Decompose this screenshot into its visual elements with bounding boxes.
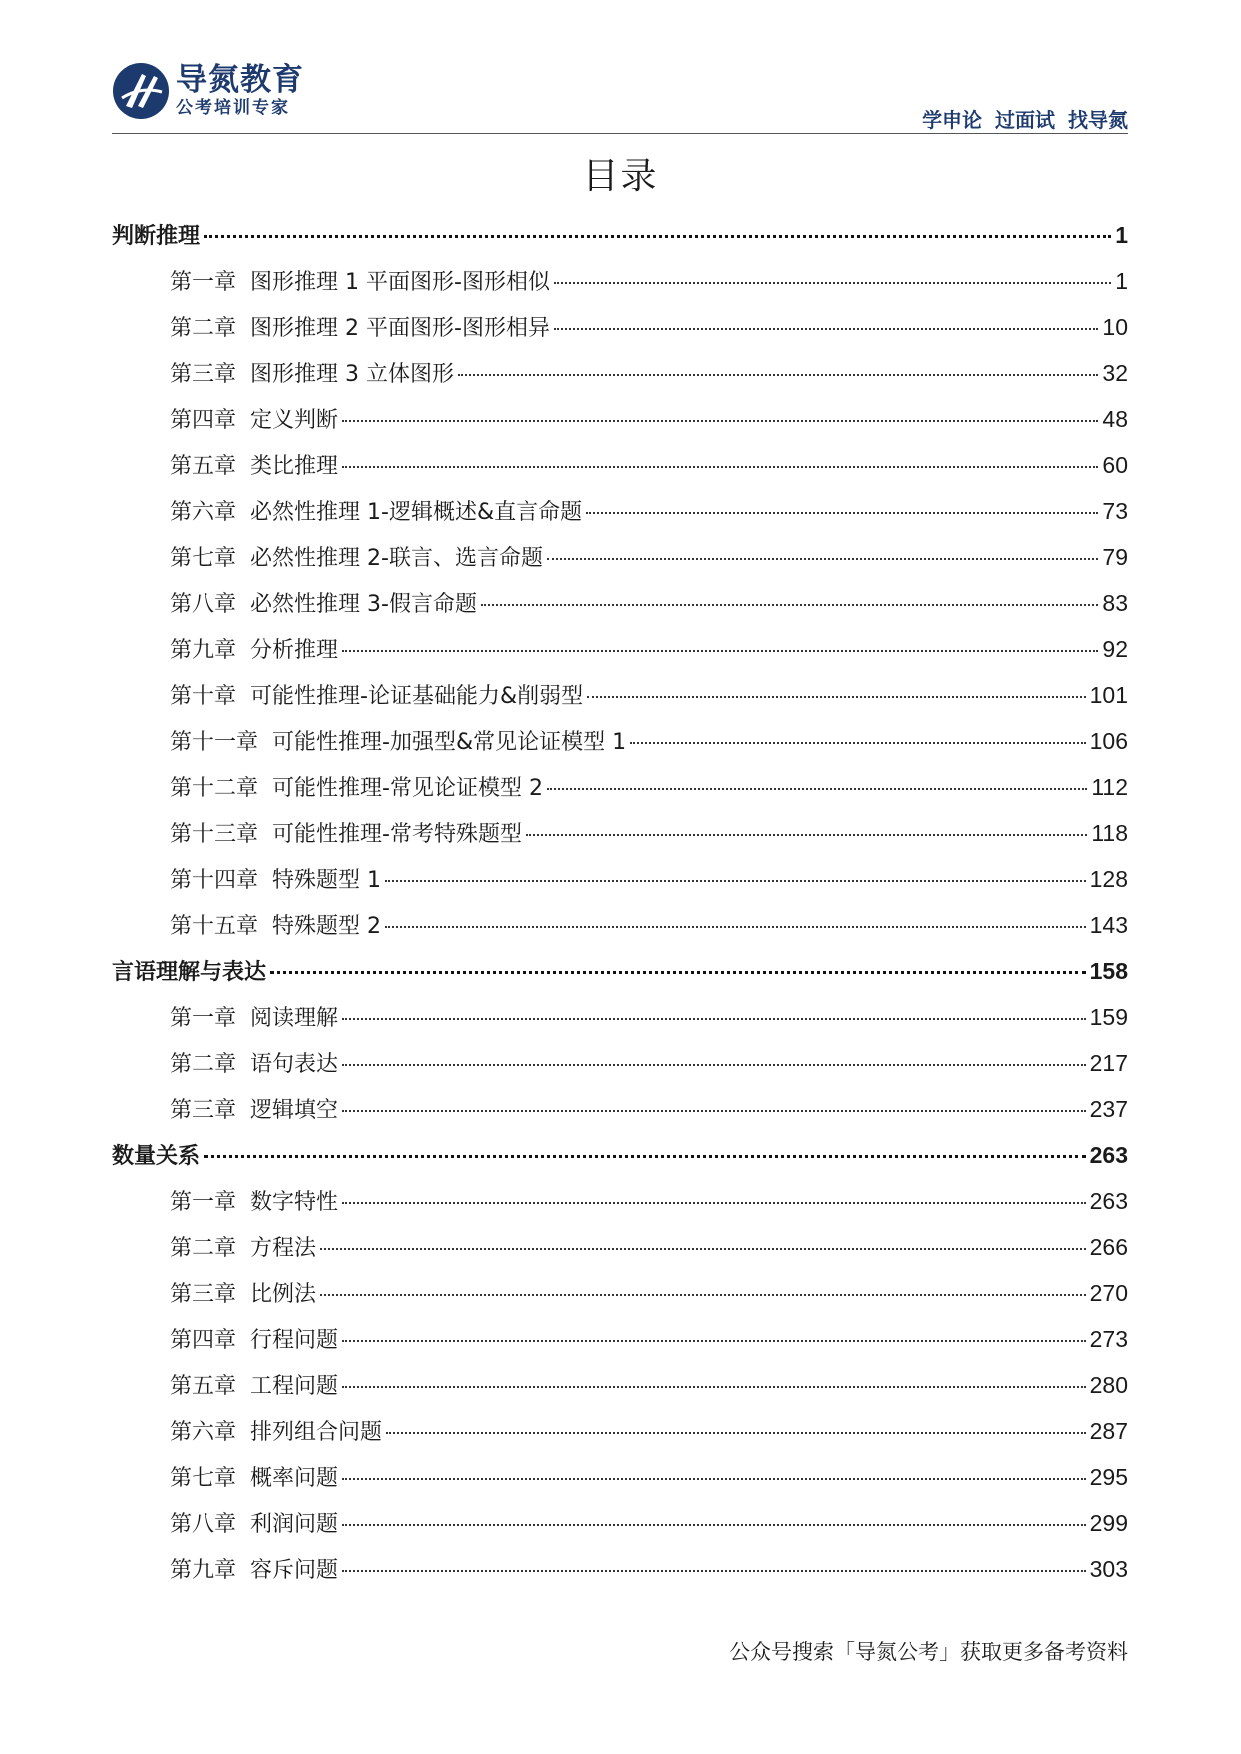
toc-chapter-entry[interactable] [112, 862, 1128, 908]
toc-page-number: 32 [1102, 360, 1128, 386]
toc-chapter-number: 第十章 [170, 684, 237, 709]
toc-chapter-number: 第十三章 [170, 822, 259, 847]
toc-entry-label [170, 358, 454, 392]
toc-section-entry[interactable] [112, 954, 1128, 1000]
toc-entry-title: 工程问题 [250, 1374, 339, 1399]
toc-entry-label [170, 772, 543, 806]
toc-entry-title: 图形推理 3 立体图形 [250, 362, 454, 387]
toc-dot-leader [385, 880, 1086, 882]
toc-dot-leader [342, 1064, 1086, 1066]
toc-chapter-number: 第四章 [170, 408, 237, 433]
toc-entry-label [170, 680, 583, 714]
toc-chapter-entry[interactable] [112, 678, 1128, 724]
toc-chapter-entry[interactable] [112, 1368, 1128, 1414]
toc-chapter-entry[interactable] [112, 1230, 1128, 1276]
toc-dot-leader [587, 696, 1086, 698]
toc-page-number: 112 [1091, 774, 1128, 800]
toc-entry-title: 概率问题 [250, 1466, 339, 1491]
toc-section-entry[interactable] [112, 1138, 1128, 1184]
toc-chapter-entry[interactable] [112, 1000, 1128, 1046]
toc-chapter-number: 第五章 [170, 454, 237, 479]
toc-entry-label [170, 1048, 338, 1082]
page-title: 目录 [582, 156, 659, 197]
toc-entry-label [170, 1416, 382, 1450]
toc-dot-leader [547, 558, 1098, 560]
toc-chapter-number: 第五章 [170, 1374, 237, 1399]
toc-entry-title: 言语理解与表达 [112, 960, 267, 985]
table-of-contents [112, 218, 1128, 1598]
toc-entry-title: 比例法 [250, 1282, 317, 1307]
toc-entry-label [170, 312, 550, 346]
toc-entry-label [170, 496, 582, 530]
logo-name: 导氮教育 [176, 62, 304, 98]
toc-entry-title: 数字特性 [250, 1190, 339, 1215]
toc-dot-leader [547, 788, 1087, 790]
toc-entry-label [170, 634, 338, 668]
toc-chapter-number: 第二章 [170, 316, 237, 341]
toc-chapter-entry[interactable] [112, 494, 1128, 540]
toc-chapter-entry[interactable] [112, 1322, 1128, 1368]
toc-entry-title: 必然性推理 2-联言、选言命题 [250, 546, 543, 571]
toc-entry-title: 判断推理 [112, 224, 201, 249]
toc-entry-label [170, 1324, 338, 1358]
toc-page-number: 280 [1089, 1372, 1128, 1398]
toc-page-number: 10 [1102, 314, 1128, 340]
toc-dot-leader [385, 926, 1086, 928]
toc-entry-label [112, 220, 200, 254]
toc-entry-label [170, 588, 477, 622]
toc-page-number: 48 [1102, 406, 1128, 432]
toc-chapter-number: 第十二章 [170, 776, 259, 801]
toc-dot-leader [554, 328, 1098, 330]
toc-entry-title: 数量关系 [112, 1144, 201, 1169]
toc-chapter-entry[interactable] [112, 1552, 1128, 1598]
toc-entry-label [170, 1370, 338, 1404]
toc-entry-label [170, 910, 381, 944]
toc-page-number: 128 [1089, 866, 1128, 892]
toc-chapter-entry[interactable] [112, 586, 1128, 632]
toc-entry-title: 逻辑填空 [250, 1098, 339, 1123]
toc-chapter-entry[interactable] [112, 1506, 1128, 1552]
toc-entry-label [112, 956, 266, 990]
toc-chapter-number: 第八章 [170, 592, 237, 617]
toc-page-number: 299 [1089, 1510, 1128, 1536]
toc-chapter-number: 第三章 [170, 1282, 237, 1307]
toc-chapter-number: 第六章 [170, 500, 237, 525]
toc-dot-leader [270, 971, 1086, 974]
toc-entry-label [170, 1462, 338, 1496]
toc-dot-leader [204, 235, 1111, 238]
toc-dot-leader [320, 1248, 1086, 1250]
toc-entry-title: 特殊题型 2 [272, 914, 382, 939]
page-footer: 公众号搜索「导氮公考」获取更多备考资料 [729, 1640, 1128, 1664]
toc-entry-label [112, 1140, 200, 1174]
toc-entry-label [170, 864, 381, 898]
toc-entry-title: 可能性推理-常见论证模型 2 [272, 776, 543, 801]
toc-dot-leader [342, 1524, 1086, 1526]
toc-page-number: 101 [1089, 682, 1128, 708]
logo-subtitle: 公考培训专家 [176, 98, 290, 118]
toc-chapter-entry[interactable] [112, 264, 1128, 310]
toc-page-number: 217 [1089, 1050, 1128, 1076]
toc-chapter-number: 第一章 [170, 1006, 237, 1031]
toc-entry-title: 类比推理 [250, 454, 339, 479]
toc-page-number: 79 [1102, 544, 1128, 570]
toc-page-number: 118 [1091, 820, 1128, 846]
toc-entry-title: 可能性推理-加强型&常见论证模型 1 [272, 730, 627, 755]
header-divider [112, 133, 1128, 134]
toc-chapter-number: 第七章 [170, 546, 237, 571]
brand-logo [112, 62, 304, 120]
toc-entry-label [170, 542, 543, 576]
toc-chapter-number: 第六章 [170, 1420, 237, 1445]
toc-page-number: 263 [1089, 1142, 1128, 1168]
toc-chapter-number: 第二章 [170, 1236, 237, 1261]
toc-entry-title: 排列组合问题 [250, 1420, 383, 1445]
toc-page-number: 295 [1089, 1464, 1128, 1490]
toc-chapter-entry[interactable] [112, 1092, 1128, 1138]
toc-chapter-entry[interactable] [112, 816, 1128, 862]
toc-chapter-entry[interactable] [112, 402, 1128, 448]
toc-page-number: 60 [1102, 452, 1128, 478]
toc-dot-leader [554, 282, 1111, 284]
toc-dot-leader [481, 604, 1098, 606]
toc-entry-label [170, 818, 522, 852]
toc-entry-title: 特殊题型 1 [272, 868, 382, 893]
toc-chapter-entry[interactable] [112, 540, 1128, 586]
toc-dot-leader [342, 650, 1098, 652]
toc-entry-label [170, 1186, 338, 1220]
toc-entry-title: 图形推理 2 平面图形-图形相异 [250, 316, 550, 341]
toc-entry-label [170, 1554, 338, 1588]
toc-dot-leader [342, 420, 1098, 422]
toc-chapter-entry[interactable] [112, 632, 1128, 678]
toc-dot-leader [586, 512, 1098, 514]
toc-dot-leader [342, 1110, 1086, 1112]
toc-chapter-entry[interactable] [112, 448, 1128, 494]
toc-entry-label [170, 266, 550, 300]
toc-page-number: 159 [1089, 1004, 1128, 1030]
toc-chapter-number: 第十五章 [170, 914, 259, 939]
toc-entry-title: 方程法 [250, 1236, 317, 1261]
toc-entry-title: 可能性推理-常考特殊题型 [272, 822, 522, 847]
toc-entry-title: 行程问题 [250, 1328, 339, 1353]
toc-page-number: 237 [1089, 1096, 1128, 1122]
toc-chapter-entry[interactable] [112, 1046, 1128, 1092]
toc-chapter-entry[interactable] [112, 1184, 1128, 1230]
toc-entry-title: 利润问题 [250, 1512, 339, 1537]
toc-entry-title: 容斥问题 [250, 1558, 339, 1583]
toc-entry-label [170, 1232, 316, 1266]
toc-page-number: 83 [1102, 590, 1128, 616]
toc-chapter-entry[interactable] [112, 724, 1128, 770]
toc-entry-title: 分析推理 [250, 638, 339, 663]
toc-entry-title: 图形推理 1 平面图形-图形相似 [250, 270, 550, 295]
toc-dot-leader [526, 834, 1087, 836]
toc-dot-leader [342, 1386, 1086, 1388]
toc-dot-leader [342, 1340, 1086, 1342]
toc-entry-title: 阅读理解 [250, 1006, 339, 1031]
toc-chapter-number: 第十四章 [170, 868, 259, 893]
toc-dot-leader [458, 374, 1098, 376]
toc-page-number: 273 [1089, 1326, 1128, 1352]
header-slogan: 学申论 过面试 找导氮 [922, 108, 1128, 132]
toc-chapter-number: 第一章 [170, 270, 237, 295]
toc-chapter-number: 第四章 [170, 1328, 237, 1353]
toc-chapter-number: 第一章 [170, 1190, 237, 1215]
toc-entry-label [170, 450, 338, 484]
toc-chapter-entry[interactable] [112, 310, 1128, 356]
toc-section-entry[interactable] [112, 218, 1128, 264]
toc-chapter-number: 第八章 [170, 1512, 237, 1537]
toc-dot-leader [342, 1570, 1086, 1572]
toc-chapter-entry[interactable] [112, 1276, 1128, 1322]
toc-page-number: 303 [1089, 1556, 1128, 1582]
toc-dot-leader [342, 466, 1098, 468]
toc-entry-title: 必然性推理 3-假言命题 [250, 592, 477, 617]
toc-entry-title: 必然性推理 1-逻辑概述&直言命题 [250, 500, 583, 525]
toc-dot-leader [342, 1018, 1086, 1020]
toc-page-number: 270 [1089, 1280, 1128, 1306]
toc-dot-leader [204, 1155, 1086, 1158]
toc-chapter-number: 第二章 [170, 1052, 237, 1077]
toc-entry-label [170, 1002, 338, 1036]
toc-dot-leader [320, 1294, 1086, 1296]
toc-page-number: 73 [1102, 498, 1128, 524]
toc-dot-leader [342, 1202, 1086, 1204]
toc-page-number: 92 [1102, 636, 1128, 662]
toc-chapter-number: 第十一章 [170, 730, 259, 755]
toc-entry-title: 定义判断 [250, 408, 339, 433]
toc-page-number: 143 [1089, 912, 1128, 938]
toc-dot-leader [630, 742, 1086, 744]
toc-entry-label [170, 404, 338, 438]
toc-entry-label [170, 1508, 338, 1542]
toc-entry-label [170, 726, 626, 760]
toc-chapter-number: 第三章 [170, 1098, 237, 1123]
toc-page-number: 266 [1089, 1234, 1128, 1260]
toc-chapter-entry[interactable] [112, 1460, 1128, 1506]
toc-page-number: 1 [1115, 222, 1128, 248]
toc-chapter-number: 第九章 [170, 638, 237, 663]
toc-entry-title: 语句表达 [250, 1052, 339, 1077]
toc-entry-label [170, 1278, 316, 1312]
toc-page-number: 287 [1089, 1418, 1128, 1444]
toc-page-number: 158 [1089, 958, 1128, 984]
toc-dot-leader [342, 1478, 1086, 1480]
logo-emblem-icon [112, 62, 170, 120]
toc-chapter-entry[interactable] [112, 356, 1128, 402]
toc-chapter-entry[interactable] [112, 770, 1128, 816]
toc-entry-label [170, 1094, 338, 1128]
page-header [112, 62, 1128, 134]
toc-page-number: 1 [1115, 268, 1128, 294]
toc-page-number: 106 [1089, 728, 1128, 754]
toc-dot-leader [386, 1432, 1086, 1434]
toc-chapter-number: 第七章 [170, 1466, 237, 1491]
toc-chapter-number: 第三章 [170, 362, 237, 387]
toc-chapter-entry[interactable] [112, 908, 1128, 954]
toc-entry-title: 可能性推理-论证基础能力&削弱型 [250, 684, 584, 709]
toc-page-number: 263 [1089, 1188, 1128, 1214]
toc-chapter-entry[interactable] [112, 1414, 1128, 1460]
toc-chapter-number: 第九章 [170, 1558, 237, 1583]
